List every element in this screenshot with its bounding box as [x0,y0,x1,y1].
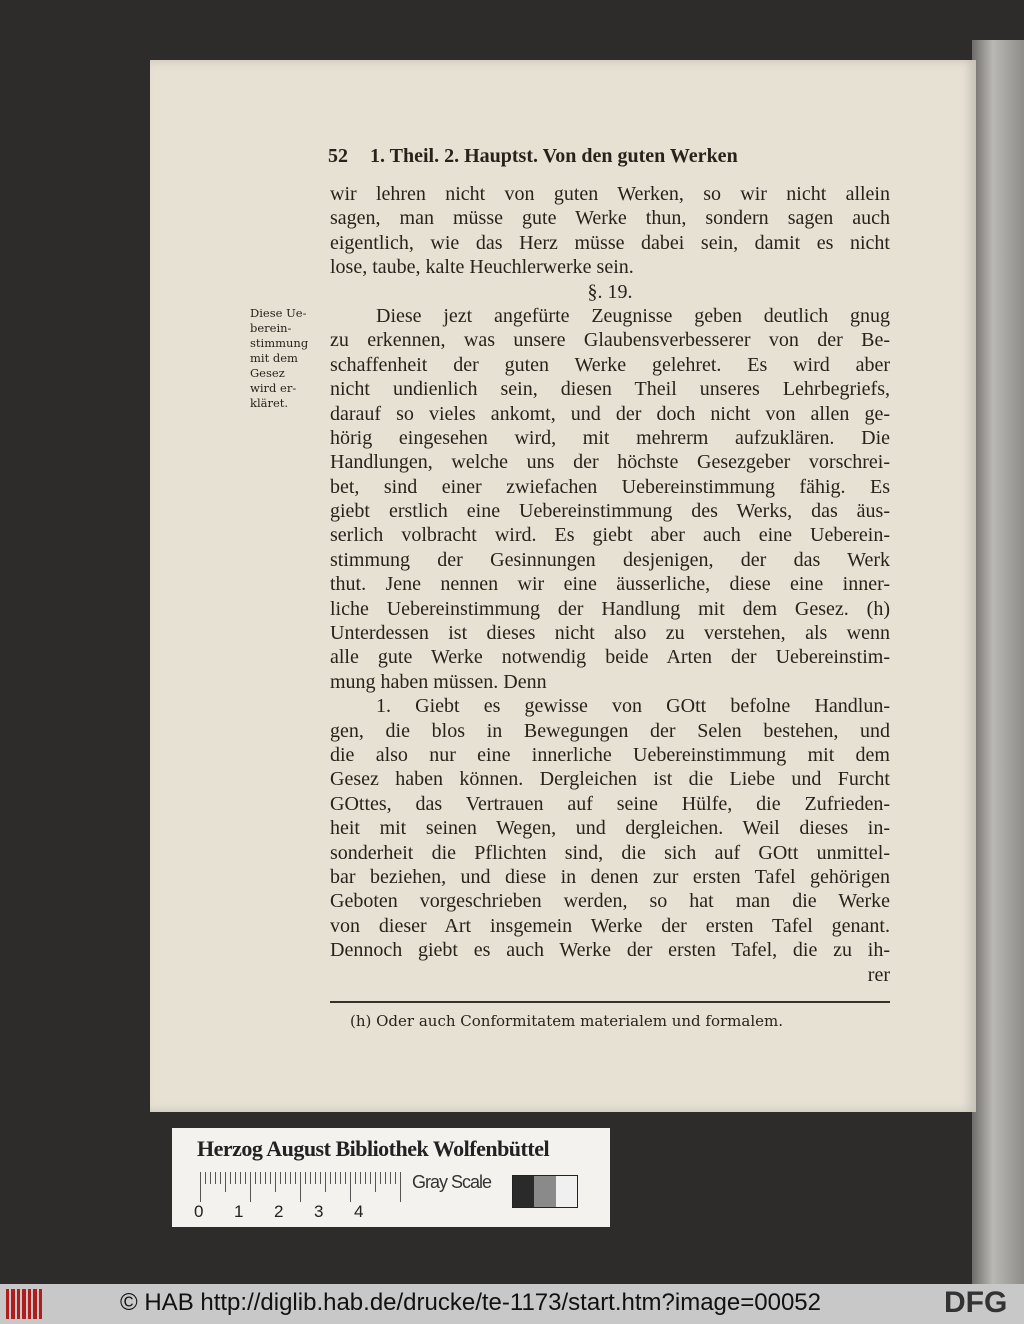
ruler-tick [390,1172,391,1184]
library-color-card [172,1128,610,1227]
ruler-tick [245,1172,246,1184]
text-line: alle gute Werke notwendig beide Arten der Uebereinstim- [330,646,890,669]
ruler-tick [200,1172,201,1202]
ruler-tick [325,1172,326,1192]
footer-bar [0,1284,1024,1324]
text-line: liche Uebereinstimmung der Handlung mit dem Gesez. (h) [330,597,890,620]
text-line: Dennoch giebt es auch Werke der ersten Tafel, die zu ih- [330,939,890,962]
gray-swatch [513,1176,534,1207]
text-line: Gesez haben können. Dergleichen ist die Liebe und Furcht [330,768,890,791]
text-line: darauf so vieles ankomt, und der doch nicht von allen ge- [330,402,890,425]
ruler-tick [285,1172,286,1184]
ruler-tick [220,1172,221,1184]
margin-note-line: stimmung [250,336,309,350]
text-line: gen, die blos in Bewegungen der Selen bestehen, und [330,719,890,742]
text-line: Geboten vorgeschrieben werden, so hat man die Werke [330,890,890,913]
margin-note-line: wird er- [250,381,297,395]
ruler-tick [290,1172,291,1184]
ruler-tick [280,1172,281,1184]
text-line: sonderheit die Pflichten sind, die sich auf GOtt unmittel- [330,841,890,864]
text-line: wir lehren nicht von guten Werken, so wir nicht allein [330,183,890,205]
ruler-number: 2 [274,1202,284,1221]
text-line: bet, sind einer zwiefachen Uebereinstimmung fähig. Es [330,475,890,498]
ruler-tick [400,1172,401,1202]
body-text [330,182,890,987]
margin-note-line: Gesez [250,366,285,380]
ruler-tick [215,1172,216,1184]
ruler-tick [365,1172,366,1184]
text-line: giebt erstlich eine Uebereinstimmung des Werks, das äus- [330,500,890,523]
ruler-tick [270,1172,271,1184]
ruler-number: 3 [314,1202,324,1221]
ruler-tick [295,1172,296,1184]
text-line: Unterdessen ist dieses nicht also zu verstehen, als wenn [330,622,890,645]
text-line: bar beziehen, und diese in denen zur ersten Tafel gehörigen [330,865,890,888]
ruler-tick [305,1172,306,1184]
ruler-tick [230,1172,231,1184]
ruler-tick [350,1172,351,1202]
ruler-tick [240,1172,241,1184]
ruler-tick [320,1172,321,1184]
text-line: hörig eingesehen wird, mit mehrerm aufzuklären. Die [330,426,890,449]
margin-note [250,306,322,411]
ruler-tick [210,1172,211,1184]
text-line: von dieser Art insgemein Werke der ersten Tafel genant. [330,914,890,937]
page-number: 52 [328,145,348,167]
ruler-tick [250,1172,251,1202]
running-header [328,145,898,168]
ruler-tick [205,1172,206,1184]
ruler-tick [330,1172,331,1184]
ruler-number: 1 [234,1202,244,1221]
margin-note-line: Diese Ue- [250,306,307,320]
dfg-logo: DFG [944,1286,1008,1319]
hab-logo-icon [6,1289,42,1319]
ruler-tick [235,1172,236,1184]
text-line: mung haben müssen. Denn [330,670,547,693]
gray-swatch [534,1176,555,1207]
text-line: Diese jezt angefürte Zeugnisse geben deutlich gnug [376,304,890,327]
ruler-tick [335,1172,336,1184]
ruler-tick [375,1172,376,1192]
ruler-tick [310,1172,311,1184]
text-line: eigentlich, wie das Herz müsse dabei sein, damit es nicht [330,231,890,254]
gray-scale-label: Gray Scale [412,1172,492,1192]
text-line: lose, taube, kalte Heuchlerwerke sein. [330,256,634,279]
margin-note-line: berein- [250,321,292,335]
copyright-url[interactable]: © HAB http://diglib.hab.de/drucke/te-1173/start.htm?image=00052 [120,1289,821,1316]
text-line: nicht undienlich sein, diesen Theil unseres Lehrbegriefs, [330,378,890,401]
next-page-edge [972,40,1024,1284]
text-line: §. 19. [587,280,633,303]
ruler-tick [340,1172,341,1184]
text-line: zu erkennen, was unsere Glaubensverbesserer von der Be- [330,329,890,352]
ruler-tick [380,1172,381,1184]
margin-note-line: mit dem [250,351,298,365]
ruler-tick [265,1172,266,1184]
gray-scale-swatch [512,1175,578,1208]
gray-swatch [556,1176,577,1207]
ruler-numbers [194,1202,394,1222]
ruler-tick [275,1172,276,1192]
text-line: sagen, man müsse gute Werke thun, sondern sagen auch [330,207,890,230]
library-name: Herzog August Bibliothek Wolfenbüttel [197,1136,550,1161]
text-line: die also nur eine innerliche Uebereinstimmung mit dem [330,743,890,766]
text-line: 1. Giebt es gewisse von GOtt befolne Handlun- [376,695,890,718]
ruler-tick [370,1172,371,1184]
text-line: serlich volbracht wird. Es giebt aber auch eine Ueberein- [330,524,890,547]
ruler-tick [315,1172,316,1184]
text-line: stimmung der Gesinnungen desjenigen, der das Werk [330,548,890,571]
text-line: rer [867,963,890,986]
text-line: Handlungen, welche uns der höchste Gesezgeber vorschrei- [330,451,890,474]
ruler-tick [360,1172,361,1184]
ruler-number: 4 [354,1202,364,1221]
ruler-tick [385,1172,386,1184]
text-line: GOttes, das Vertrauen auf seine Hülfe, die Zufrieden- [330,792,890,815]
footnote: (h) Oder auch Conformitatem materialem und formalem. [350,1012,784,1030]
running-title: 1. Theil. 2. Hauptst. Von den guten Werken [370,145,738,167]
text-line: thut. Jene nennen wir eine äusserliche, diese eine inner- [330,573,890,596]
ruler-tick [355,1172,356,1184]
margin-note-line: kläret. [250,396,289,410]
text-line: heit mit seinen Wegen, und dergleichen. Weil dieses in- [330,817,890,840]
ruler-tick [260,1172,261,1184]
ruler-tick [300,1172,301,1202]
footnote-rule [330,1001,890,1003]
ruler-tick [225,1172,226,1192]
text-line: schaffenheit der guten Werke gelehret. Es wird aber [330,353,890,376]
ruler-tick [345,1172,346,1184]
ruler-number: 0 [194,1202,204,1221]
ruler-tick [255,1172,256,1184]
ruler-tick [395,1172,396,1184]
ruler-scale [200,1172,405,1202]
